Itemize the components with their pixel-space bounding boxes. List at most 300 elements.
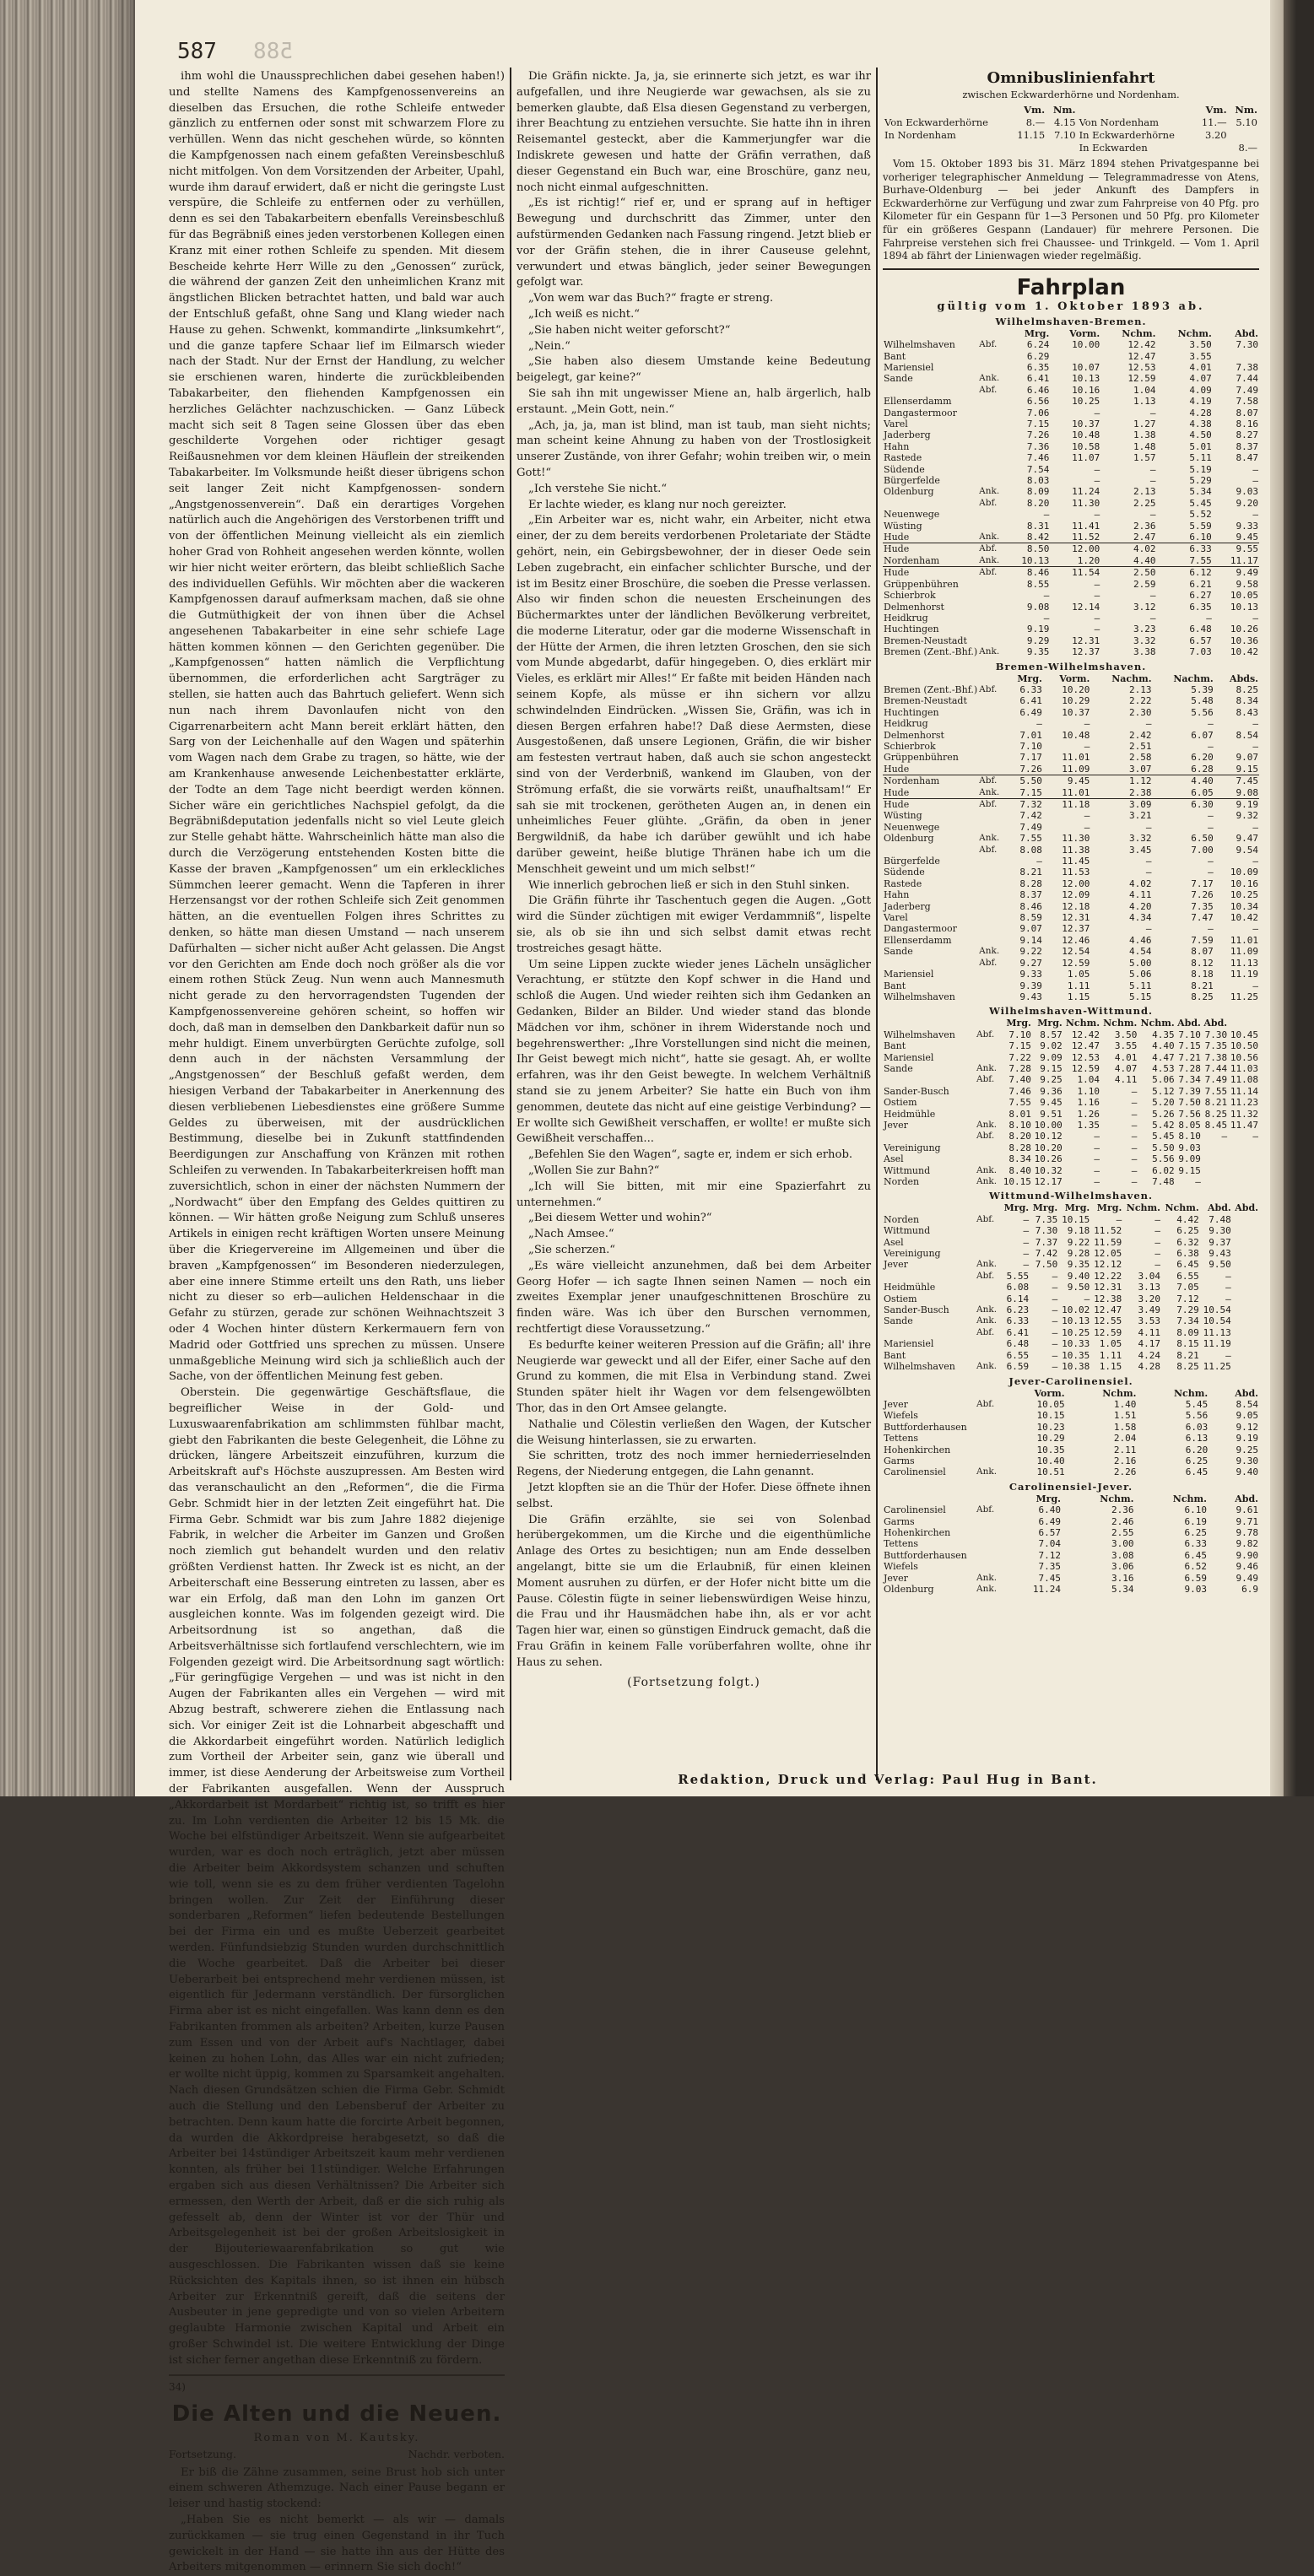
departure-time: 6.50	[1191, 833, 1214, 845]
timetable-row	[883, 1550, 1259, 1561]
departure-time: 5.39	[1191, 683, 1214, 695]
timetable-col-head: Mrg.	[1003, 1202, 1030, 1214]
departure-time: 3.13	[1138, 1282, 1160, 1293]
paragraph: „Nein.“	[528, 339, 570, 353]
station-name	[883, 1131, 976, 1142]
departure-time	[1232, 1327, 1259, 1338]
departure-time: 7.32	[1003, 799, 1043, 811]
departure-time: 12.53	[1071, 1051, 1100, 1063]
arr-dep-label: Ank.	[976, 1572, 998, 1583]
timetable-row	[883, 1165, 1259, 1176]
station-name: Wiefels	[884, 1410, 918, 1422]
departure-time: 12.37	[1072, 646, 1100, 658]
arr-dep-label: Ank.	[976, 1466, 998, 1477]
departure-time: 10.42	[1230, 646, 1258, 658]
departure-time: 6.28	[1191, 763, 1214, 775]
departure-time: 7.22	[1008, 1051, 1031, 1063]
departure-time: 5.56	[1191, 706, 1214, 718]
timetable-row	[883, 1040, 1259, 1051]
departure-time: 8.54	[1236, 1398, 1258, 1410]
departure-time: 5.56	[1185, 1410, 1209, 1422]
departure-time: 9.71	[1236, 1515, 1258, 1527]
omnibus-cell: Von Nordenham	[1079, 116, 1160, 128]
station-name: Bant	[884, 980, 906, 991]
departure-time: 2.22	[1129, 695, 1152, 707]
departure-time: 7.03	[1189, 646, 1212, 658]
arr-dep-label: Ank.	[979, 486, 1000, 497]
timetable-col-head: Mrg.	[1006, 1018, 1031, 1029]
arr-dep-label: Abf.	[979, 497, 998, 508]
station-name: Hude	[883, 799, 978, 811]
departure-time: 10.40	[1036, 1455, 1065, 1466]
arr-dep-label	[976, 1109, 1001, 1120]
station-name: Huchtingen	[884, 706, 939, 718]
timetable-row	[883, 1063, 1259, 1074]
departure-time: 2.36	[1133, 520, 1156, 532]
novel-title: Die Alten und die Neuen.	[171, 2400, 502, 2427]
arr-dep-label	[976, 1550, 1001, 1561]
departure-time: 5.01	[1189, 440, 1212, 452]
station-name: Wittmund	[884, 1164, 931, 1176]
timetable-row	[883, 602, 1259, 613]
station-name: Bant	[884, 350, 906, 362]
departure-time: 9.35	[1026, 646, 1050, 658]
departure-time: —	[1225, 1270, 1231, 1282]
timetable-row	[883, 509, 1259, 520]
omnibus-col-head: Vm.	[1205, 104, 1227, 116]
timetable-row	[883, 707, 1259, 718]
departure-time: 6.13	[1185, 1433, 1209, 1445]
arr-dep-label: Abf.	[976, 1074, 995, 1085]
omnibus-col-head	[883, 104, 1009, 116]
departure-time: 1.05	[1099, 1338, 1122, 1350]
departure-time: 10.42	[1230, 912, 1258, 924]
departure-time: 11.03	[1230, 1062, 1258, 1074]
station-name: Hohenkirchen	[884, 1444, 951, 1455]
timetable-col-head: Abd.	[1235, 327, 1258, 339]
timetable-col-head: Nchm.	[1165, 1202, 1199, 1214]
arr-dep-label	[976, 1040, 1001, 1051]
arr-dep-label	[978, 509, 1003, 520]
departure-time: 2.04	[1113, 1433, 1137, 1445]
departure-time	[1232, 1315, 1259, 1326]
timetable-col-head: Nchm.	[1140, 1018, 1175, 1029]
departure-time: 6.41	[1019, 695, 1042, 707]
arr-dep-label: Ank.	[976, 1584, 998, 1594]
arr-dep-label	[976, 1293, 1001, 1304]
departure-time: 9.40	[1236, 1466, 1258, 1478]
timetable-route-head: Jever-Carolinensiel.	[1008, 1374, 1133, 1387]
departure-time: 5.29	[1189, 475, 1212, 487]
departure-time: 10.23	[1036, 1421, 1065, 1433]
departure-time: —	[1208, 740, 1214, 752]
paragraph: Wie innerlich gebrochen ließ er sich in den Stuhl sinken.	[528, 878, 850, 892]
departure-time: 9.08	[1236, 786, 1258, 798]
timetable-row	[883, 752, 1259, 763]
departure-time: 7.37	[1035, 1236, 1058, 1248]
station-name: Mariensiel	[884, 969, 934, 980]
omnibus-cell: 7.10	[1053, 129, 1076, 141]
omnibus-cell	[1009, 142, 1046, 154]
departure-time: 7.30	[1035, 1225, 1058, 1237]
arr-dep-label	[978, 707, 1003, 718]
timetable-header-row	[883, 1202, 1259, 1213]
timetable-header-row	[883, 328, 1259, 339]
departure-time: 8.28	[1008, 1142, 1031, 1153]
departure-time: 10.00	[1034, 1119, 1063, 1131]
station-name: Heidmühle	[884, 1282, 936, 1293]
arr-dep-label: Abf.	[978, 799, 1003, 811]
departure-time: 8.09	[1176, 1326, 1199, 1338]
departure-time: 9.20	[1236, 497, 1258, 509]
timetable-route-head: Wittmund-Wilhelmshaven.	[988, 1190, 1154, 1202]
timetable-col-head: Abd.	[1208, 1202, 1231, 1214]
departure-time: —	[1094, 624, 1100, 635]
departure-time: 7.44	[1236, 373, 1258, 385]
departure-time: 9.14	[1019, 934, 1042, 946]
station-name: Schierbrok	[884, 740, 936, 752]
departure-time: 5.00	[1129, 957, 1152, 969]
timetable-row	[883, 775, 1259, 787]
departure-time: 10.00	[1072, 339, 1100, 351]
departure-time: 6.33	[1157, 543, 1213, 555]
divider	[169, 2374, 505, 2376]
arr-dep-label	[978, 441, 1003, 452]
departure-time: 3.53	[1138, 1315, 1160, 1327]
departure-time: 11.25	[1203, 1361, 1231, 1373]
arr-dep-label: Abf.	[979, 844, 998, 855]
departure-time: 8.21	[1176, 1349, 1199, 1361]
departure-time: 8.40	[1008, 1164, 1031, 1176]
station-name: Ellenserdamm	[884, 396, 952, 408]
station-name: Sande	[884, 1315, 913, 1327]
page-edge	[1270, 0, 1314, 1796]
departure-time: 7.30	[1236, 339, 1258, 351]
departure-time: 3.49	[1138, 1304, 1160, 1316]
departure-time: 10.54	[1203, 1315, 1231, 1327]
omnibus-col-head	[1078, 104, 1195, 116]
timetable-col-head: Mrg.	[1024, 327, 1050, 339]
departure-time: 3.21	[1129, 810, 1152, 822]
departure-time: 6.29	[1026, 350, 1050, 362]
departure-time: —	[1036, 856, 1042, 867]
arr-dep-label	[978, 912, 1003, 923]
departure-time: 6.48	[1189, 624, 1212, 635]
departure-time: 9.29	[1026, 635, 1050, 646]
departure-time: 2.13	[1133, 486, 1156, 498]
departure-time: —	[1252, 718, 1258, 730]
departure-time: 12.53	[1127, 361, 1156, 373]
station-name: Jaderberg	[884, 900, 931, 912]
continued-label: Fortsetzung.	[169, 2447, 237, 2460]
timetable-row	[883, 741, 1259, 752]
departure-time: 4.50	[1189, 429, 1212, 441]
departure-time: —	[1154, 1248, 1160, 1260]
departure-time: 6.59	[1006, 1361, 1030, 1373]
station-name: Vereinigung	[884, 1142, 941, 1153]
arr-dep-label	[978, 969, 1003, 980]
station-name: Carolinensiel	[884, 1504, 946, 1516]
departure-time: —	[1052, 1282, 1058, 1293]
column-timetables	[883, 69, 1259, 1765]
station-name: Bremen-Neustadt	[884, 635, 967, 646]
departure-time: 7.21	[1178, 1051, 1201, 1063]
departure-time: 8.16	[1236, 419, 1258, 429]
departure-time: 6.27	[1189, 590, 1212, 602]
station-name: Grüppenbühren	[884, 752, 959, 764]
departure-time: 2.13	[1129, 683, 1152, 695]
departure-time: 6.10	[1184, 1504, 1208, 1516]
station-name: Jever	[884, 1572, 908, 1584]
departure-time: 6.23	[1006, 1304, 1030, 1316]
departure-time: —	[1149, 612, 1156, 624]
departure-time: 9.33	[1236, 520, 1258, 532]
departure-time: —	[1131, 1142, 1138, 1153]
arr-dep-label: Ank.	[976, 1176, 998, 1186]
departure-time: 1.38	[1133, 429, 1156, 441]
departure-time: 10.34	[1230, 900, 1258, 912]
timetable-row	[883, 833, 1259, 844]
station-name	[883, 385, 978, 396]
departure-time: 8.10	[1178, 1131, 1201, 1142]
departure-time: 10.13	[1021, 554, 1050, 566]
timetable-row	[883, 889, 1259, 900]
departure-time: 9.43	[1019, 991, 1042, 1002]
timetable-row	[883, 923, 1259, 934]
departure-time: —	[1252, 463, 1258, 475]
station-name: Garms	[884, 1515, 915, 1527]
departure-time: —	[1023, 1236, 1030, 1248]
departure-time: 9.58	[1236, 578, 1258, 590]
departure-time: —	[1043, 612, 1050, 624]
departure-time: 4.02	[1129, 878, 1152, 889]
departure-time: 3.20	[1138, 1293, 1160, 1304]
departure-time: 7.46	[1008, 1085, 1031, 1097]
departure-time: 9.19	[1026, 624, 1050, 635]
departure-time: 10.29	[1062, 695, 1090, 707]
departure-time: 2.11	[1113, 1444, 1137, 1455]
arr-dep-label	[978, 635, 1003, 646]
station-name: Mariensiel	[884, 1338, 934, 1350]
departure-time: 8.43	[1236, 706, 1258, 718]
station-name: Wüsting	[884, 520, 922, 532]
station-name: Oldenburg	[884, 1584, 934, 1595]
timetable-col-head: Nchm.	[1173, 1387, 1209, 1399]
departure-time: 7.10	[1008, 1029, 1031, 1040]
station-name: Buttforderhausen	[884, 1421, 967, 1433]
timetable-row	[883, 1271, 1259, 1282]
timetable-row	[883, 498, 1259, 509]
departure-time: 6.45	[1185, 1466, 1209, 1478]
departure-time: 10.13	[1072, 373, 1100, 385]
departure-time: 9.15	[1040, 1062, 1063, 1074]
departure-time: 8.03	[1026, 475, 1050, 487]
arr-dep-label: Ank.	[976, 1315, 998, 1326]
departure-time: 8.07	[1236, 407, 1258, 419]
departure-time: —	[1208, 867, 1214, 878]
departure-time	[1202, 1142, 1228, 1153]
departure-time	[1213, 351, 1259, 362]
paragraph: „Es wäre vielleicht anzunehmen, daß bei dem Arbeiter Georg Hofer — ich sagte Ihnen seinen Namen — noch ein zweites Exemplar jener unaufgeschnittenen Broschüre zu finden wäre. Was ich über den Burschen vernommen, rechtfertigt diese Voraussetzung.“	[516, 1259, 871, 1336]
departure-time: 10.58	[1072, 440, 1100, 452]
departure-time: 1.40	[1113, 1398, 1137, 1410]
departure-time: 1.04	[1133, 384, 1156, 396]
timetable-row	[883, 1561, 1259, 1572]
timetable-row	[883, 901, 1259, 912]
departure-time: 9.03	[1184, 1584, 1208, 1595]
departure-time: 6.45	[1176, 1259, 1199, 1271]
departure-time: —	[1084, 821, 1090, 833]
departure-time: 7.38	[1236, 361, 1258, 373]
departure-time: 6.35	[1189, 601, 1212, 613]
departure-time: —	[1149, 475, 1156, 487]
omnibus-cell	[1229, 129, 1259, 142]
departure-time: 11.07	[1072, 452, 1100, 464]
station-name: Bürgerfelde	[884, 856, 940, 867]
departure-time	[1228, 1142, 1259, 1153]
departure-time: 7.17	[1019, 752, 1042, 764]
departure-time: 10.50	[1230, 1040, 1258, 1052]
departure-time: —	[1131, 1153, 1138, 1165]
station-name: Ostiem	[884, 1097, 917, 1109]
timetable-row	[883, 1350, 1259, 1361]
departure-time: 9.33	[1019, 969, 1042, 980]
arr-dep-label	[978, 464, 1003, 475]
timetable-row	[883, 1282, 1259, 1293]
station-name: Varel	[884, 912, 908, 924]
departure-time: 9.30	[1236, 1455, 1258, 1466]
departure-time: 7.47	[1191, 912, 1214, 924]
arr-dep-label	[978, 810, 1003, 821]
timetable-col-head: Mrg.	[1064, 1202, 1090, 1214]
departure-time: —	[1094, 475, 1100, 487]
timetable-row	[883, 1237, 1259, 1248]
timetable-row	[883, 555, 1259, 567]
timetable-col-head: Vorm.	[1034, 1387, 1065, 1399]
arr-dep-label: Abf.	[979, 339, 998, 350]
omnibus-cell: 5.10	[1236, 116, 1257, 128]
departure-time: 12.00	[1050, 543, 1100, 555]
departure-time: 7.35	[1191, 900, 1214, 912]
departure-time: 11.14	[1230, 1085, 1258, 1097]
departure-time: 9.02	[1040, 1040, 1063, 1052]
station-name: Jever	[884, 1119, 908, 1131]
departure-time: 7.55	[1008, 1097, 1031, 1109]
timetable-row	[883, 946, 1259, 957]
departure-time: —	[1131, 1119, 1138, 1131]
departure-time: 8.10	[1008, 1119, 1031, 1131]
arr-dep-label: Abf.	[976, 1504, 995, 1515]
departure-time: —	[1131, 1108, 1138, 1120]
timetable-row	[883, 339, 1259, 350]
timetable-col-head: Vorm.	[1059, 672, 1090, 684]
paragraph: „Sie scherzen.“	[528, 1243, 616, 1256]
departure-time: 11.25	[1230, 991, 1258, 1002]
departure-time: 9.19	[1236, 1433, 1258, 1445]
arr-dep-label: Ank.	[979, 946, 1000, 957]
station-name: Asel	[884, 1236, 904, 1248]
timetable-col-head: Nchm.	[1177, 327, 1212, 339]
departure-time: 12.12	[1094, 1259, 1122, 1271]
arr-dep-label	[978, 935, 1003, 946]
departure-time: 7.35	[1035, 1213, 1058, 1225]
departure-time: 6.57	[1038, 1526, 1061, 1538]
departure-time: 6.57	[1189, 635, 1212, 646]
departure-time: 8.20	[1008, 1131, 1031, 1142]
station-name: Delmenhorst	[884, 729, 944, 741]
omnibus-cell: In Nordenham	[884, 129, 956, 141]
departure-time: —	[1252, 856, 1258, 867]
timetable-row	[883, 935, 1259, 946]
arr-dep-label	[976, 1153, 1001, 1164]
departure-time: 2.38	[1129, 786, 1152, 798]
departure-time: —	[1208, 923, 1214, 935]
departure-time: 9.07	[1236, 752, 1258, 764]
omnibus-cell: 8.—	[1238, 142, 1257, 154]
departure-time: 6.46	[1026, 384, 1050, 396]
departure-time: 12.31	[1062, 912, 1090, 924]
arr-dep-label: Abf.	[978, 775, 1003, 787]
departure-time: 11.18	[1043, 799, 1091, 811]
arr-dep-label	[976, 1052, 1001, 1063]
timetable-row	[883, 351, 1259, 362]
station-name: Vereinigung	[884, 1248, 941, 1260]
page-number: 587	[177, 39, 217, 64]
departure-time: 6.40	[1038, 1504, 1061, 1516]
departure-time: 8.50	[1003, 543, 1050, 555]
departure-time: 12.17	[1034, 1176, 1063, 1187]
departure-time: —	[1225, 1282, 1231, 1293]
departure-time: 11.30	[1072, 497, 1100, 509]
departure-time: 1.51	[1113, 1410, 1137, 1422]
arr-dep-label	[976, 1248, 1001, 1259]
departure-time	[1232, 1282, 1259, 1293]
departure-time: 8.46	[1019, 900, 1042, 912]
timetable-row	[883, 396, 1259, 407]
timetable-row	[883, 991, 1259, 1002]
news-paragraphs	[169, 69, 505, 2369]
departure-time: 7.56	[1178, 1108, 1201, 1120]
departure-time: 6.55	[1176, 1270, 1199, 1282]
timetable-col-head: Abd.	[1235, 1493, 1258, 1504]
departure-time: 10.20	[1034, 1142, 1063, 1153]
timetable-row	[883, 1086, 1259, 1097]
departure-time: 7.26	[1191, 889, 1214, 901]
departure-time: 8.08	[1019, 844, 1042, 856]
departure-time: —	[1084, 1293, 1090, 1304]
departure-time: 7.15	[1026, 419, 1050, 429]
arr-dep-label: Ank.	[976, 1119, 998, 1130]
station-name: Wilhelmshaven	[884, 1029, 955, 1040]
departure-time: 9.15	[1236, 763, 1258, 775]
timetable-row	[883, 408, 1259, 419]
departure-time: 2.25	[1133, 497, 1156, 509]
departure-time: —	[1052, 1270, 1058, 1282]
departure-time: 1.20	[1077, 554, 1100, 566]
departure-time: 7.34	[1176, 1315, 1199, 1327]
departure-time: 7.00	[1191, 844, 1214, 856]
departure-time: 7.44	[1204, 1062, 1228, 1074]
timetable-row	[883, 1538, 1259, 1549]
departure-time: —	[1145, 821, 1152, 833]
departure-time: 4.19	[1189, 396, 1212, 408]
departure-time: —	[1094, 1131, 1100, 1142]
departure-time: 7.10	[1019, 740, 1042, 752]
departure-time: 12.31	[1072, 635, 1100, 646]
paragraph: ihm wohl die Unaussprechlichen dabei gesehen haben!) und stellte Namens des Kampfgenossenvereins an dieselben das Ersuchen, die rothe Schleife entweder gänzlich zu entfernen oder sonst mit schwarzem Flore zu verhüllen. Wenn das nicht geschehen würde, so könnten die Kampfgenossen nach einem gefaßten Vereinsbeschluß nicht mitfolgen. Von dem Vorsitzenden der Arbeiter, Upahl, wurde ihm darauf erwidert, daß er nicht die geringste Lust verspüre, die Schleife zu entfernen oder zu verhüllen, denn es sei den Tabakarbeitern ebenfalls Vereinsbeschluß für das Begräbniß eines jeden verstorbenen Kollegen einen Kranz mit einer rothen Schleife zu spenden. Mit diesem Bescheide kehrte Herr Wille zu den „Genossen“ zurück, die während der ganzen Zeit den unheimlichen Kranz mit ängstlichen Blicken betrachtet hatten, und bald war auch der Entschluß gefaßt, ohne Sang und Klang wieder nach Hause zu gehen. Schwenkt, kommandirte „linksumkehrt“, und die ganze tapfere Schaar lief im Eilmarsch wieder nach der Stadt. Nur der Ernst der Handlung, zu welcher sie erschienen waren, hinderte die zurückbleibenden Tabakarbeiter, den fliehenden Kampfgenossen ein herzliches Gelächter nachzuschicken. — Ganz Lübeck macht sich seit 8 Tagen seine Glossen über das eben geschilderte Vorgehen oder richtiger gesagt Reißausnehmen vor dem kleinen Häuflein der streikenden Tabakarbeiter. Im Volksmunde heißt dieser übrigens schon seit langer Zeit nicht Kampfgenossen- sondern „Angstgenossenverein“. Daß ein derartiges Vorgehen natürlich auch die Angehörigen des Verstorbenen trifft und von der öffentlichen Meinung vielleicht als ein ziemlich hoher Grad von Rohheit angesehen werden könnte, wollen wir hier nicht weiter erörtern, das bleibt schließlich Sache des individuellen Gefühls. Wir möchten aber die wackeren Kampfgenossen darauf aufmerksam machen, daß sie ohne die Gutmüthigkeit der von ihnen über die Achsel angesehenen Tabakarbeiter in eine sehr schiefe Lage hätten kommen können — den Gerichten gegenüber. Die „Kampfgenossen“ hatten nämlich die Verpflichtung übernommen, die erforderlichen acht Sargträger zu stellen, sie hatten auch das Bahrtuch geliefert. Wenn sich nun nach ihrem Davonlaufen nicht von den Cigarrenarbeitern acht Mann bereit erklärt hätten, den Sarg von der Leichenhalle auf den Wagen und späterhin vom Wagen nach dem Grabe zu tragen, so hätte, wie der am Krankenhause anwesende Leichenbestatter erklärte, der Todte an dem Tage nicht beerdigt werden können. Sicher wäre ein gerichtliches Nachspiel gefolgt, da die Begräbnißdeputation jedenfalls nicht so viel Leute gleich zur Stelle gehabt hätte. Wahrscheinlich hätte man also die durch die Verzögerung entstehenden Kosten bitte die Kasse der braven „Kampfgenossen“ um ein erkleckliches Sümmchen leerer gemacht. Wenn die Tapferen in ihrer Herzensangst vor der rothen Schleife sich Zeit genommen hätten, an die eventuellen Folgen ihres Schrittes zu denken, so hätte man diesen Umstand — nach unserem Dafürhalten — sicher nicht außer Acht gelassen. Die Angst vor den Gerichten am Ende doch noch größer als die vor einem rothen Stück Zeug. Nun wenn auch Mannesmuth nicht gerade zu den hervorragendsten Tugenden der Kampfgenossenvereine gehören scheint, so hoffen wir doch, daß man in demselben den Dankbarkeit dafür nun so mehr huldigt. Einem unverbürgten Gerüchte zufolge, soll denn auch in der nächsten Versammlung der „Angstgenossen“ der Beschluß gefaßt werden, dem hiesigen Verband der Tabakarbeiter in Anerkennung des diesen verbliebenen Liebesdienstes eine größere Summe Geldes zu überweisen, mit der ausdrücklichen Bestimmung, dieselbe bei in Zukunft stattfindenden Beerdigungen zur Anschaffung von Kränzen mit rothen Schleifen zu verwenden. In Tabakarbeiterkreisen hofft man zuversichtlich, schon in einer der nächsten Nummern der „Nordwacht“ über den Empfang des Geldes quittiren zu können. — Wir hätten große Neigung zum Schluß unseres Artikels in einigen recht kräftigen Worten unsere Meinung über die Kriegervereine im Allgemeinen und über die braven „Kampfgenossen“ im Besonderen niederzulegen, aber eine innere Stimme erteilt uns den Rath, uns lieber nicht zu dieser so erb—aulichen Heldenschaar in die Gefahr zu stürzen, gerade zur schönen Weihnachtszeit 3 oder 4 Wochen hinter düstern Kerkermauern fern von Madrid oder Gottfried uns sprechen zu müssen. Unsere unmaßgebliche Meinung wird sich ja schließlich auch der Sache, von der öffentlichen Meinung fest geben.	[169, 70, 506, 1384]
station-name: Nordenham	[883, 775, 978, 787]
departure-time: —	[1221, 1131, 1228, 1142]
